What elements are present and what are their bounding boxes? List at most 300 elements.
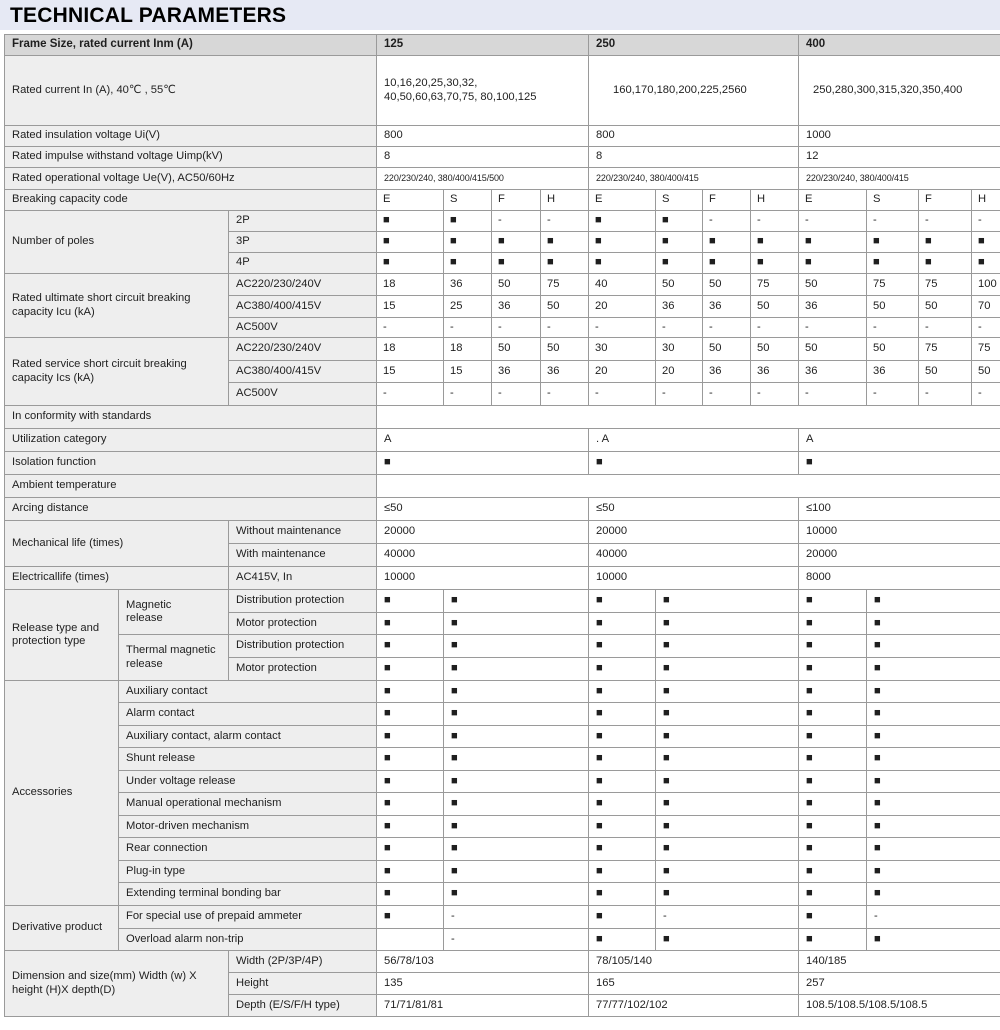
value-cell: ■ xyxy=(867,613,1000,635)
code-cell: F xyxy=(492,190,541,211)
operational-row xyxy=(5,168,1000,190)
impulse-row xyxy=(5,147,1000,168)
value-cell: - xyxy=(656,383,703,406)
value-cell: ■ xyxy=(444,658,589,681)
value-cell: ■ xyxy=(656,861,799,883)
value-cell: 100 xyxy=(972,274,1000,296)
dimension-row xyxy=(5,951,1000,973)
operational-125: 220/230/240, 380/400/415/500 xyxy=(377,168,589,190)
ambient-value xyxy=(377,475,1000,498)
value-cell: 50 xyxy=(867,296,919,318)
value-cell: ■ xyxy=(656,635,799,658)
thermal-release-label: Thermal magnetic release xyxy=(119,635,229,681)
value-cell: ■ xyxy=(589,929,656,951)
value-cell: ■ xyxy=(799,861,867,883)
derivative-item: For special use of prepaid ammeter xyxy=(119,906,377,929)
value-cell: 36 xyxy=(799,296,867,318)
impulse-125: 8 xyxy=(377,147,589,168)
value-cell: - xyxy=(703,318,751,338)
accessory-row xyxy=(5,726,1000,748)
mech-life-125: 20000 xyxy=(377,521,589,544)
value-cell: ■ xyxy=(799,838,867,861)
value-cell: - xyxy=(444,318,492,338)
frame-125: 125 xyxy=(377,35,589,56)
accessory-item: Auxiliary contact, alarm contact xyxy=(119,726,377,748)
arcing-row xyxy=(5,498,1000,521)
release-row xyxy=(5,635,1000,658)
value-cell: 20 xyxy=(589,361,656,383)
ics-sub: AC500V xyxy=(229,383,377,406)
value-cell: - xyxy=(541,318,589,338)
value-cell: - xyxy=(444,906,589,929)
value-cell: ■ xyxy=(656,748,799,771)
ics-label: Rated service short circuit breaking capacity Ics (kA) xyxy=(5,338,229,406)
value-cell: ■ xyxy=(656,232,703,253)
value-cell: 36 xyxy=(751,361,799,383)
value-cell: ■ xyxy=(751,232,799,253)
value-cell: ■ xyxy=(444,748,589,771)
dimension-250: 165 xyxy=(589,973,799,995)
utilization-label: Utilization category xyxy=(5,429,377,452)
value-cell: 50 xyxy=(972,361,1000,383)
accessory-item: Shunt release xyxy=(119,748,377,771)
value-cell: ■ xyxy=(377,703,444,726)
operational-250: 220/230/240, 380/400/415 xyxy=(589,168,799,190)
isolation-row xyxy=(5,452,1000,475)
mech-life-250: 40000 xyxy=(589,544,799,567)
isolation-250: ■ xyxy=(589,452,799,475)
release-sub: Distribution protection xyxy=(229,590,377,613)
value-cell: ■ xyxy=(444,771,589,793)
release-label: Release type and protection type xyxy=(5,590,119,681)
dimension-250: 77/77/102/102 xyxy=(589,995,799,1017)
value-cell: ■ xyxy=(799,232,867,253)
value-cell: ■ xyxy=(867,929,1000,951)
value-cell: ■ xyxy=(444,590,589,613)
value-cell: ■ xyxy=(589,232,656,253)
dimension-label: Dimension and size(mm) Width (w) X height (H)X depth(D) xyxy=(5,951,229,1017)
value-cell: 20 xyxy=(656,361,703,383)
value-cell: ■ xyxy=(589,748,656,771)
value-cell: ■ xyxy=(919,232,972,253)
value-cell: - xyxy=(867,906,1000,929)
insulation-label: Rated insulation voltage Ui(V) xyxy=(5,126,377,147)
elec-life-row xyxy=(5,567,1000,590)
accessory-row xyxy=(5,748,1000,771)
value-cell: - xyxy=(703,383,751,406)
value-cell: ■ xyxy=(589,861,656,883)
value-cell: - xyxy=(492,211,541,232)
value-cell: 50 xyxy=(919,361,972,383)
value-cell: - xyxy=(589,383,656,406)
value-cell: ■ xyxy=(589,613,656,635)
value-cell: ■ xyxy=(444,883,589,906)
ics-row xyxy=(5,338,1000,361)
value-cell: ■ xyxy=(867,793,1000,816)
value-cell: - xyxy=(751,383,799,406)
frame-400: 400 xyxy=(799,35,1000,56)
accessory-row xyxy=(5,883,1000,906)
insulation-400: 1000 xyxy=(799,126,1000,147)
value-cell: - xyxy=(703,211,751,232)
value-cell: 18 xyxy=(444,338,492,361)
icu-label: Rated ultimate short circuit breaking capacity Icu (kA) xyxy=(5,274,229,338)
technical-parameters-table xyxy=(4,34,1000,1017)
value-cell: - xyxy=(972,318,1000,338)
value-cell: ■ xyxy=(656,253,703,274)
rated-current-400: 250,280,300,315,320,350,400 xyxy=(799,56,1000,126)
arcing-400: ≤100 xyxy=(799,498,1000,521)
value-cell: 50 xyxy=(799,338,867,361)
impulse-400: 12 xyxy=(799,147,1000,168)
value-cell: ■ xyxy=(589,681,656,703)
value-cell: 36 xyxy=(492,361,541,383)
release-sub: Distribution protection xyxy=(229,635,377,658)
elec-life-400: 8000 xyxy=(799,567,1000,590)
value-cell: ■ xyxy=(541,232,589,253)
value-cell: - xyxy=(589,318,656,338)
ics-sub: AC220/230/240V xyxy=(229,338,377,361)
value-cell: ■ xyxy=(444,793,589,816)
value-cell: 50 xyxy=(703,274,751,296)
value-cell: ■ xyxy=(589,906,656,929)
value-cell: ■ xyxy=(799,793,867,816)
value-cell: 50 xyxy=(541,338,589,361)
value-cell: - xyxy=(656,906,799,929)
utilization-400: A xyxy=(799,429,1000,452)
value-cell: ■ xyxy=(444,726,589,748)
value-cell: ■ xyxy=(377,681,444,703)
value-cell: - xyxy=(919,383,972,406)
isolation-400: ■ xyxy=(799,452,1000,475)
value-cell: 36 xyxy=(656,296,703,318)
value-cell: 50 xyxy=(492,338,541,361)
value-cell: ■ xyxy=(972,253,1000,274)
value-cell: 36 xyxy=(541,361,589,383)
value-cell: ■ xyxy=(799,253,867,274)
accessory-item: Manual operational mechanism xyxy=(119,793,377,816)
value-cell: 75 xyxy=(751,274,799,296)
value-cell: ■ xyxy=(444,211,492,232)
value-cell: ■ xyxy=(377,253,444,274)
accessory-row xyxy=(5,816,1000,838)
value-cell: ■ xyxy=(867,816,1000,838)
derivative-label: Derivative product xyxy=(5,906,119,951)
value-cell: ■ xyxy=(589,658,656,681)
code-cell: E xyxy=(589,190,656,211)
value-cell: 40 xyxy=(589,274,656,296)
value-cell: ■ xyxy=(799,681,867,703)
value-cell: - xyxy=(541,211,589,232)
value-cell: ■ xyxy=(444,861,589,883)
value-cell: ■ xyxy=(377,658,444,681)
arcing-label: Arcing distance xyxy=(5,498,377,521)
value-cell: ■ xyxy=(589,703,656,726)
value-cell: ■ xyxy=(589,590,656,613)
title-bar xyxy=(0,0,1000,30)
mech-life-sub: Without maintenance xyxy=(229,521,377,544)
value-cell: 15 xyxy=(444,361,492,383)
code-cell: E xyxy=(799,190,867,211)
value-cell: ■ xyxy=(867,590,1000,613)
poles-sub: 4P xyxy=(229,253,377,274)
value-cell xyxy=(377,929,444,951)
value-cell: ■ xyxy=(589,211,656,232)
icu-row xyxy=(5,274,1000,296)
dimension-400: 140/185 xyxy=(799,951,1000,973)
value-cell: ■ xyxy=(656,838,799,861)
value-cell: 30 xyxy=(656,338,703,361)
elec-life-250: 10000 xyxy=(589,567,799,590)
value-cell: ■ xyxy=(799,906,867,929)
dimension-sub: Width (2P/3P/4P) xyxy=(229,951,377,973)
dimension-125: 71/71/81/81 xyxy=(377,995,589,1017)
value-cell: 50 xyxy=(751,338,799,361)
mech-life-row xyxy=(5,521,1000,544)
value-cell: ■ xyxy=(656,929,799,951)
value-cell: ■ xyxy=(444,232,492,253)
value-cell: ■ xyxy=(589,793,656,816)
value-cell: 36 xyxy=(703,296,751,318)
dimension-125: 135 xyxy=(377,973,589,995)
code-cell: S xyxy=(656,190,703,211)
dimension-400: 257 xyxy=(799,973,1000,995)
value-cell: 36 xyxy=(444,274,492,296)
value-cell: 70 xyxy=(972,296,1000,318)
dimension-250: 78/105/140 xyxy=(589,951,799,973)
value-cell: ■ xyxy=(656,771,799,793)
conformity-label: In conformity with standards xyxy=(5,406,377,429)
rated-current-label: Rated current In (A), 40℃ , 55℃ xyxy=(5,56,377,126)
value-cell: 18 xyxy=(377,338,444,361)
accessory-row xyxy=(5,793,1000,816)
accessories-label: Accessories xyxy=(5,681,119,906)
value-cell: - xyxy=(377,318,444,338)
value-cell: ■ xyxy=(751,253,799,274)
value-cell: ■ xyxy=(589,816,656,838)
ambient-label: Ambient temperature xyxy=(5,475,377,498)
value-cell: 15 xyxy=(377,361,444,383)
value-cell: 15 xyxy=(377,296,444,318)
value-cell: ■ xyxy=(867,253,919,274)
value-cell: ■ xyxy=(377,748,444,771)
code-cell: S xyxy=(444,190,492,211)
release-sub: Motor protection xyxy=(229,613,377,635)
value-cell: ■ xyxy=(589,838,656,861)
value-cell: - xyxy=(492,383,541,406)
value-cell: ■ xyxy=(972,232,1000,253)
arcing-125: ≤50 xyxy=(377,498,589,521)
value-cell: ■ xyxy=(799,590,867,613)
utilization-row xyxy=(5,429,1000,452)
dimension-400: 108.5/108.5/108.5/108.5 xyxy=(799,995,1000,1017)
ics-sub: AC380/400/415V xyxy=(229,361,377,383)
value-cell: ■ xyxy=(867,726,1000,748)
value-cell: - xyxy=(919,211,972,232)
value-cell: 50 xyxy=(541,296,589,318)
accessory-row xyxy=(5,681,1000,703)
insulation-row xyxy=(5,126,1000,147)
value-cell: ■ xyxy=(444,703,589,726)
value-cell: ■ xyxy=(799,613,867,635)
ambient-row xyxy=(5,475,1000,498)
poles-sub: 2P xyxy=(229,211,377,232)
dimension-sub: Height xyxy=(229,973,377,995)
value-cell: ■ xyxy=(377,883,444,906)
value-cell: ■ xyxy=(377,816,444,838)
value-cell: 75 xyxy=(919,274,972,296)
value-cell: 50 xyxy=(492,274,541,296)
derivative-row xyxy=(5,929,1000,951)
value-cell: ■ xyxy=(377,590,444,613)
code-cell: H xyxy=(541,190,589,211)
operational-400: 220/230/240, 380/400/415 xyxy=(799,168,1000,190)
value-cell: - xyxy=(541,383,589,406)
frame-size-label: Frame Size, rated current Inm (A) xyxy=(5,35,377,56)
value-cell: ■ xyxy=(444,253,492,274)
value-cell: ■ xyxy=(799,816,867,838)
value-cell: ■ xyxy=(656,883,799,906)
value-cell: ■ xyxy=(799,726,867,748)
code-cell: H xyxy=(751,190,799,211)
icu-sub: AC220/230/240V xyxy=(229,274,377,296)
value-cell: ■ xyxy=(703,232,751,253)
rated-current-125: 10,16,20,25,30,32, 40,50,60,63,70,75, 80,100,125 xyxy=(377,56,589,126)
value-cell: ■ xyxy=(799,929,867,951)
value-cell: ■ xyxy=(444,838,589,861)
value-cell: - xyxy=(751,318,799,338)
release-row xyxy=(5,590,1000,613)
value-cell: 36 xyxy=(867,361,919,383)
value-cell: ■ xyxy=(589,771,656,793)
rated-current-row xyxy=(5,56,1000,126)
value-cell: ■ xyxy=(867,748,1000,771)
value-cell: ■ xyxy=(589,635,656,658)
breaking-code-row xyxy=(5,190,1000,211)
value-cell: 75 xyxy=(541,274,589,296)
impulse-label: Rated impulse withstand voltage Uimp(kV) xyxy=(5,147,377,168)
value-cell: ■ xyxy=(444,635,589,658)
accessory-item: Extending terminal bonding bar xyxy=(119,883,377,906)
impulse-250: 8 xyxy=(589,147,799,168)
poles-row xyxy=(5,211,1000,232)
conformity-row xyxy=(5,406,1000,429)
value-cell: ■ xyxy=(656,726,799,748)
elec-life-label: Electricallife (times) xyxy=(5,567,229,590)
value-cell: ■ xyxy=(799,883,867,906)
value-cell: ■ xyxy=(589,253,656,274)
value-cell: ■ xyxy=(919,253,972,274)
accessory-item: Rear connection xyxy=(119,838,377,861)
value-cell: - xyxy=(799,318,867,338)
rated-current-250: 160,170,180,200,225,2560 xyxy=(589,56,799,126)
magnetic-release-label: Magnetic release xyxy=(119,590,229,635)
poles-sub: 3P xyxy=(229,232,377,253)
accessory-item: Under voltage release xyxy=(119,771,377,793)
mech-life-125: 40000 xyxy=(377,544,589,567)
code-cell: S xyxy=(867,190,919,211)
page-title: TECHNICAL PARAMETERS xyxy=(10,4,287,27)
icu-sub: AC500V xyxy=(229,318,377,338)
value-cell: ■ xyxy=(656,681,799,703)
value-cell: ■ xyxy=(867,635,1000,658)
value-cell: ■ xyxy=(444,613,589,635)
value-cell: 30 xyxy=(589,338,656,361)
value-cell: ■ xyxy=(799,635,867,658)
insulation-250: 800 xyxy=(589,126,799,147)
value-cell: 75 xyxy=(867,274,919,296)
value-cell: - xyxy=(867,211,919,232)
accessory-row xyxy=(5,703,1000,726)
value-cell: ■ xyxy=(867,771,1000,793)
value-cell: ■ xyxy=(377,771,444,793)
code-cell: F xyxy=(703,190,751,211)
value-cell: ■ xyxy=(377,232,444,253)
value-cell: 50 xyxy=(656,274,703,296)
value-cell: - xyxy=(867,318,919,338)
value-cell: ■ xyxy=(799,748,867,771)
value-cell: ■ xyxy=(589,726,656,748)
utilization-250: . A xyxy=(589,429,799,452)
value-cell: ■ xyxy=(867,883,1000,906)
value-cell: 36 xyxy=(492,296,541,318)
accessory-row xyxy=(5,771,1000,793)
value-cell: 50 xyxy=(867,338,919,361)
elec-life-125: 10000 xyxy=(377,567,589,590)
value-cell: - xyxy=(656,318,703,338)
value-cell: 50 xyxy=(703,338,751,361)
value-cell: - xyxy=(444,929,589,951)
value-cell: - xyxy=(799,383,867,406)
value-cell: ■ xyxy=(867,658,1000,681)
value-cell: ■ xyxy=(377,211,444,232)
value-cell: 50 xyxy=(751,296,799,318)
accessory-item: Auxiliary contact xyxy=(119,681,377,703)
value-cell: - xyxy=(867,383,919,406)
value-cell: 75 xyxy=(919,338,972,361)
value-cell: - xyxy=(972,383,1000,406)
value-cell: 20 xyxy=(589,296,656,318)
value-cell: ■ xyxy=(444,816,589,838)
value-cell: - xyxy=(972,211,1000,232)
code-cell: H xyxy=(972,190,1000,211)
elec-life-sub: AC415V, In xyxy=(229,567,377,590)
mech-life-label: Mechanical life (times) xyxy=(5,521,229,567)
header-row xyxy=(5,35,1000,56)
value-cell: ■ xyxy=(492,253,541,274)
value-cell: ■ xyxy=(656,211,703,232)
value-cell: ■ xyxy=(867,838,1000,861)
value-cell: - xyxy=(751,211,799,232)
value-cell: 36 xyxy=(799,361,867,383)
mech-life-400: 10000 xyxy=(799,521,1000,544)
mech-life-400: 20000 xyxy=(799,544,1000,567)
value-cell: ■ xyxy=(799,658,867,681)
release-sub: Motor protection xyxy=(229,658,377,681)
value-cell: 50 xyxy=(799,274,867,296)
dimension-sub: Depth (E/S/F/H type) xyxy=(229,995,377,1017)
mech-life-sub: With maintenance xyxy=(229,544,377,567)
dimension-125: 56/78/103 xyxy=(377,951,589,973)
accessory-item: Alarm contact xyxy=(119,703,377,726)
value-cell: - xyxy=(444,383,492,406)
value-cell: ■ xyxy=(867,703,1000,726)
value-cell: ■ xyxy=(377,838,444,861)
value-cell: ■ xyxy=(656,816,799,838)
isolation-125: ■ xyxy=(377,452,589,475)
value-cell: - xyxy=(492,318,541,338)
value-cell: ■ xyxy=(541,253,589,274)
